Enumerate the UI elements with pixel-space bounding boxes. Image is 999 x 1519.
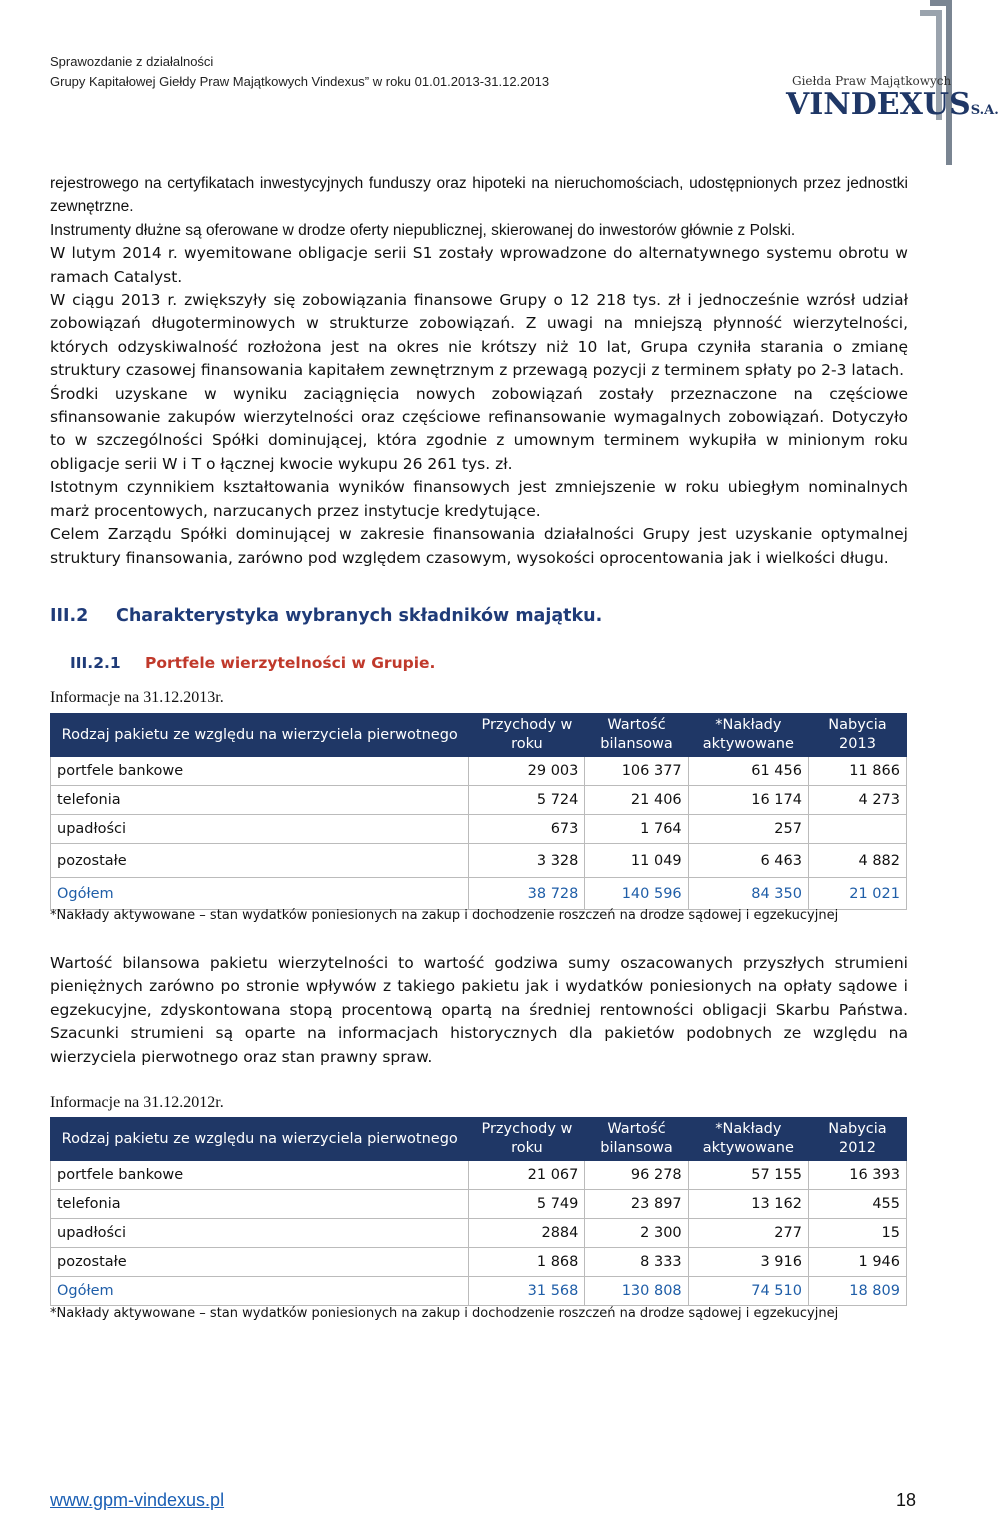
valuation-text xyxy=(50,952,908,1069)
col-header: Przychody w roku xyxy=(469,714,585,757)
table-row: pozostałe 1 868 8 333 3 916 1 946 xyxy=(51,1248,907,1277)
col-header: Wartość bilansowa xyxy=(585,1118,688,1161)
section-heading-3-2-1: III.2.1 Portfele wierzytelności w Grupie. xyxy=(70,654,436,672)
table-row: portfele bankowe 21 067 96 278 57 155 16 393 xyxy=(51,1161,907,1190)
vindexus-logo xyxy=(780,0,999,170)
paragraph: Wartość bilansowa pakietu wierzytelności to wartość godziwa sumy oszacowanych przyszłych strumieni pieniężnych zarówno po stronie wpływów z takiego pakietu jak i wydatków poniesionych na opłaty sądowe i egzekucyjne, zdyskontowana stopą procentową opartą na średniej rentowności obligacji Skarbu Państwa. Szacunki strumieni są oparte na informacjach historycznych dla pakietów podobnych ze względu na wierzyciela pierwotnego oraz stan prawny spraw. xyxy=(50,954,908,1066)
paragraph: Istotnym czynnikiem kształtowania wyników finansowych jest zmniejszenie w roku ubiegłym nominalnych marż procentowych, narzucanych przez instytucje kredytujące. xyxy=(50,478,908,520)
col-header: Rodzaj pakietu ze względu na wierzyciela pierwotnego xyxy=(51,1118,469,1161)
col-header: Nabycia 2012 xyxy=(808,1118,906,1161)
col-header: Przychody w roku xyxy=(469,1118,585,1161)
table-2012-caption: Informacje na 31.12.2012r. xyxy=(50,1094,224,1111)
col-header: *Nakłady aktywowane xyxy=(688,1118,808,1161)
table-row: upadłości 2884 2 300 277 15 xyxy=(51,1219,907,1248)
table-row: pozostałe 3 328 11 049 6 463 4 882 xyxy=(51,844,907,878)
col-header: Wartość bilansowa xyxy=(585,714,688,757)
section-heading-3-2: III.2 Charakterystyka wybranych składników majątku. xyxy=(50,606,603,626)
logo-wordmark: VINDEXUSS.A. xyxy=(786,87,999,122)
col-header: Rodzaj pakietu ze względu na wierzyciela pierwotnego xyxy=(51,714,469,757)
table-row: telefonia 5 724 21 406 16 174 4 273 xyxy=(51,786,907,815)
col-header: *Nakłady aktywowane xyxy=(688,714,808,757)
table-2012 xyxy=(50,1117,907,1306)
col-header: Nabycia 2013 xyxy=(808,714,906,757)
paragraph: Środki uzyskane w wyniku zaciągnięcia nowych zobowiązań zostały przeznaczone na częściowe sfinansowanie zakupów wierzytelności oraz częściowe refinansowanie wymagalnych zobowiązań. Dotyczyło to w szczególności Spółki dominującej, która zgodnie z umownym terminem wykupiła w minionym roku obligacje serii W i T o łącznej kwocie wykupu 26 261 tys. zł. xyxy=(50,384,908,473)
table-total-row: Ogółem 38 728 140 596 84 350 21 021 xyxy=(51,878,907,910)
paragraph: W ciągu 2013 r. zwiększyły się zobowiązania finansowe Grupy o 12 218 tys. zł i jednocześnie wzrósł udział zobowiązań długoterminowych w strukturze zobowiązań. Z uwagi na mniejszą płynność wierzytelności, których odzyskiwalność rozłożona jest na okres nie krótszy niż 10 lat, Grupa czyniła starania o zmianę struktury czasowej finansowania kapitałem zewnętrznym z przewagą pozycji z terminem spłaty po 2-3 latach. xyxy=(50,291,908,380)
header-line2: Grupy Kapitałowej Giełdy Praw Majątkowych Vindexus” w roku 01.01.2013-31.12.2013 xyxy=(50,74,550,89)
page-header xyxy=(50,52,549,92)
logo-tagline: Giełda Praw Majątkowych xyxy=(792,74,952,88)
table-row: telefonia 5 749 23 897 13 162 455 xyxy=(51,1190,907,1219)
footer-website-link[interactable]: www.gpm-vindexus.pl xyxy=(50,1490,225,1510)
table-total-row: Ogółem 31 568 130 808 74 510 18 809 xyxy=(51,1277,907,1306)
paragraph: W lutym 2014 r. wyemitowane obligacje serii S1 zostały wprowadzone do alternatywnego systemu obrotu w ramach Catalyst. xyxy=(50,244,908,286)
page-number: 18 xyxy=(896,1490,917,1510)
table-row: portfele bankowe 29 003 106 377 61 456 11 866 xyxy=(51,757,907,786)
table-2013-note: *Nakłady aktywowane – stan wydatków poniesionych na zakup i dochodzenie roszczeń na drodze sądowej i egzekucyjnej xyxy=(50,908,839,923)
paragraph: Celem Zarządu Spółki dominującej w zakresie finansowania działalności Grupy jest uzyskanie optymalnej struktury finansowania, zarówno pod względem czasowym, wysokości oprocentowania jak i wielkości długu. xyxy=(50,525,908,567)
table-2013-caption: Informacje na 31.12.2013r. xyxy=(50,689,224,706)
table-2012-note: *Nakłady aktywowane – stan wydatków poniesionych na zakup i dochodzenie roszczeń na drodze sądowej i egzekucyjnej xyxy=(50,1306,839,1321)
paragraph: Instrumenty dłużne są oferowane w drodze oferty niepublicznej, skierowanej do inwestorów głównie z Polski. xyxy=(50,221,796,239)
table-2013 xyxy=(50,713,907,910)
paragraph: rejestrowego na certyfikatach inwestycyjnych funduszy oraz hipoteki na nieruchomościach, udostępnionych przez jednostki zewnętrzne. xyxy=(50,175,908,216)
header-line1: Sprawozdanie z działalności xyxy=(50,54,214,69)
intro-text xyxy=(50,172,908,570)
table-row: upadłości 673 1 764 257 xyxy=(51,815,907,844)
